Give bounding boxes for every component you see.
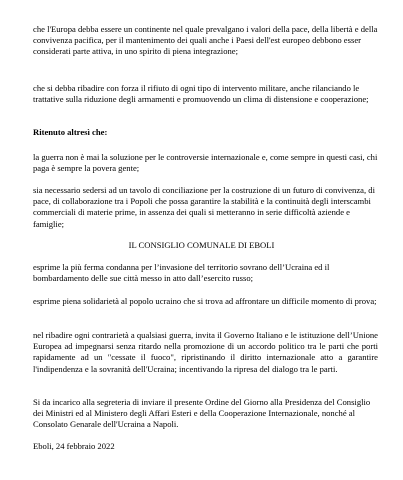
paragraph-solidarieta: esprime piena solidarietà al popolo ucraino che si trova ad affrontare un difficile momento di prova; xyxy=(33,296,377,306)
heading-ritenuto: Ritenuto altresì che: xyxy=(33,127,108,137)
paragraph-conciliazione: sia necessario sedersi ad un tavolo di conciliazione per la costruzione di un futuro di convivenza, di pace, di collaborazione tra i Popoli che possa garantire la stabilità e la continuità degli interscambi commerciali di materie prime, in assenza dei quali si metteranno in serie difficoltà aziende e famiglie; xyxy=(33,185,375,229)
paragraph-guerra: la guerra non è mai la soluzione per le controversie internazionale e, come sempre in questi casi, chi paga è sempre la povera gente; xyxy=(33,152,378,174)
paragraph-condanna: esprime la più ferma condanna per l’invasione del territorio sovrano dell’Ucraina ed il bombardamento delle sue città messo in atto dall’esercito russo; xyxy=(33,262,330,284)
heading-consiglio-comunale: IL CONSIGLIO COMUNALE DI EBOLI xyxy=(128,240,275,250)
paragraph-incarico-segreteria: Si da incarico alla segreteria di inviare il presente Ordine del Giorno alla Presidenza del Consiglio dei Ministri ed al Ministero degli Affari Esteri e della Cooperazione Internazionale, nonché al Consolato Genarale dell'Ucraina a Napoli. xyxy=(33,397,371,430)
paragraph-europa: che l'Europa debba essere un continente nel quale prevalgano i valori della pace, della libertà e della convivenza pacifica, per il mantenimento dei quali anche i Paesi dell'est europeo debbono esser considerati parte attiva, in uno spirito di piena integrazione; xyxy=(33,24,378,57)
paragraph-contrarieta-guerra: nel ribadire ogni contrarietà a qualsiasi guerra, invita il Governo Italiano e le istituzione dell’Unione Europea ad impegnarsi senza ritardo nella promozione di un accordo politico tra le parti che porti rapidamente ad un "cessate il fuoco", ripristinando il diritto internazionale atto a garantire l'indipendenza e la sovranità dell'Ucraina; incentivando la ripresa del dialogo tra le parti. xyxy=(33,330,378,374)
paragraph-intervento-militare: che si debba ribadire con forza il rifiuto di ogni tipo di intervento militare, anche rilanciando le trattative sulla riduzione degli armamenti e promuovendo un clima di distensione e cooperazione; xyxy=(33,83,369,105)
date-line: Eboli, 24 febbraio 2022 xyxy=(33,441,115,451)
